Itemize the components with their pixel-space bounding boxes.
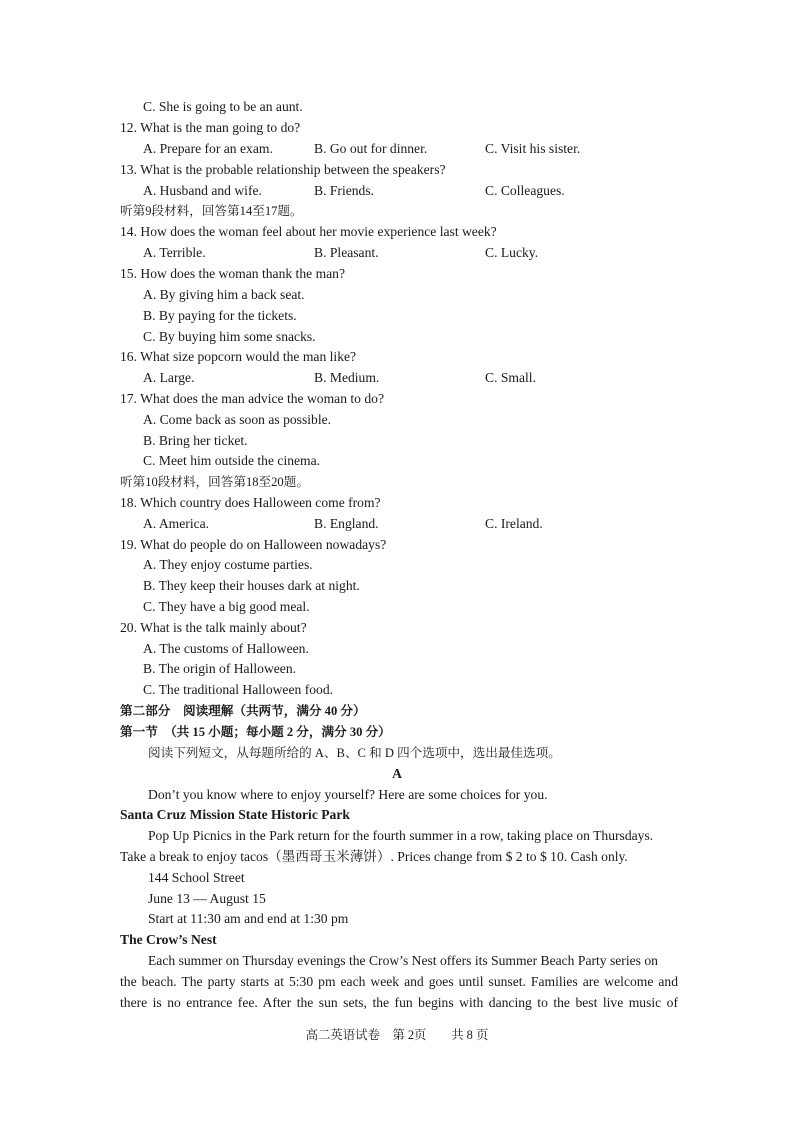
instruction-passage-9: 听第9段材料，回答第14至17题。 bbox=[120, 204, 303, 218]
place1-time: Start at 11:30 am and end at 1:30 pm bbox=[148, 911, 349, 926]
q20-option-c: C. The traditional Halloween food. bbox=[143, 682, 334, 697]
passage-label: A bbox=[392, 766, 402, 781]
q18-option-a: A. America. bbox=[143, 516, 210, 531]
q19-stem: 19. What do people do on Halloween nowadays? bbox=[120, 537, 387, 552]
q15-option-b: B. By paying for the tickets. bbox=[143, 308, 297, 323]
q16-option-c: C. Small. bbox=[485, 370, 536, 385]
q14-option-b: B. Pleasant. bbox=[314, 245, 379, 260]
q18-stem: 18. Which country does Halloween come from? bbox=[120, 495, 381, 510]
q12-option-a: A. Prepare for an exam. bbox=[143, 141, 273, 156]
place1-paragraph-line2: Take a break to enjoy tacos（墨西哥玉米薄饼）. Prices change from $ 2 to $ 10. Cash only. bbox=[120, 849, 628, 864]
q14-option-a: A. Terrible. bbox=[143, 245, 206, 260]
q16-option-a: A. Large. bbox=[143, 370, 195, 385]
q17-stem: 17. What does the man advice the woman to do? bbox=[120, 391, 384, 406]
q20-stem: 20. What is the talk mainly about? bbox=[120, 620, 307, 635]
reading-part-title: 第二部分 阅读理解（共两节，满分 40 分） bbox=[120, 704, 366, 718]
q14-option-c: C. Lucky. bbox=[485, 245, 539, 260]
q19-option-c: C. They have a big good meal. bbox=[143, 599, 310, 614]
q13-option-b: B. Friends. bbox=[314, 183, 375, 198]
q15-option-c: C. By buying him some snacks. bbox=[143, 329, 316, 344]
q17-option-c: C. Meet him outside the cinema. bbox=[143, 453, 321, 468]
q11-option-c: C. She is going to be an aunt. bbox=[143, 99, 303, 114]
q15-stem: 15. How does the woman thank the man? bbox=[120, 266, 346, 281]
q17-option-a: A. Come back as soon as possible. bbox=[143, 412, 332, 427]
place1-paragraph-line1: Pop Up Picnics in the Park return for the fourth summer in a row, taking place on Thursdays. bbox=[148, 828, 654, 843]
q13-stem: 13. What is the probable relationship between the speakers? bbox=[120, 162, 446, 177]
place2-paragraph-line3: there is no entrance fee. After the sun sets, the fun begins with dancing to the best live music of bbox=[120, 995, 678, 1010]
q19-option-b: B. They keep their houses dark at night. bbox=[143, 578, 360, 593]
reading-section-title: 第一节 （共 15 小题；每小题 2 分，满分 30 分） bbox=[120, 725, 391, 739]
q13-option-a: A. Husband and wife. bbox=[143, 183, 262, 198]
q20-option-a: A. The customs of Halloween. bbox=[143, 641, 309, 656]
page-footer: 高二英语试卷 第 2页 共 8 页 bbox=[305, 1028, 489, 1042]
q12-option-c: C. Visit his sister. bbox=[485, 141, 581, 156]
instruction-passage-10: 听第10段材料，回答第18至20题。 bbox=[120, 475, 309, 489]
reading-instruction: 阅读下列短文，从每题所给的 A、B、C 和 D 四个选项中，选出最佳选项。 bbox=[148, 746, 561, 760]
q15-option-a: A. By giving him a back seat. bbox=[143, 287, 305, 302]
place1-heading: Santa Cruz Mission State Historic Park bbox=[120, 807, 350, 822]
place2-heading: The Crow’s Nest bbox=[120, 932, 217, 947]
q17-option-b: B. Bring her ticket. bbox=[143, 433, 248, 448]
q18-option-b: B. England. bbox=[314, 516, 379, 531]
q20-option-b: B. The origin of Halloween. bbox=[143, 661, 297, 676]
q13-option-c: C. Colleagues. bbox=[485, 183, 565, 198]
q19-option-a: A. They enjoy costume parties. bbox=[143, 557, 313, 572]
place1-address: 144 School Street bbox=[148, 870, 245, 885]
q16-option-b: B. Medium. bbox=[314, 370, 380, 385]
place2-paragraph-line1: Each summer on Thursday evenings the Crow’s Nest offers its Summer Beach Party series on bbox=[148, 953, 658, 968]
place1-dates: June 13 — August 15 bbox=[148, 891, 266, 906]
place2-paragraph-line2: the beach. The party starts at 5:30 pm each week and goes until sunset. Families are welcome and bbox=[120, 974, 678, 989]
q12-option-b: B. Go out for dinner. bbox=[314, 141, 428, 156]
q16-stem: 16. What size popcorn would the man like? bbox=[120, 349, 357, 364]
q14-stem: 14. How does the woman feel about her movie experience last week? bbox=[120, 224, 497, 239]
passage-intro: Don’t you know where to enjoy yourself? Here are some choices for you. bbox=[148, 787, 548, 802]
q12-stem: 12. What is the man going to do? bbox=[120, 120, 301, 135]
q18-option-c: C. Ireland. bbox=[485, 516, 543, 531]
